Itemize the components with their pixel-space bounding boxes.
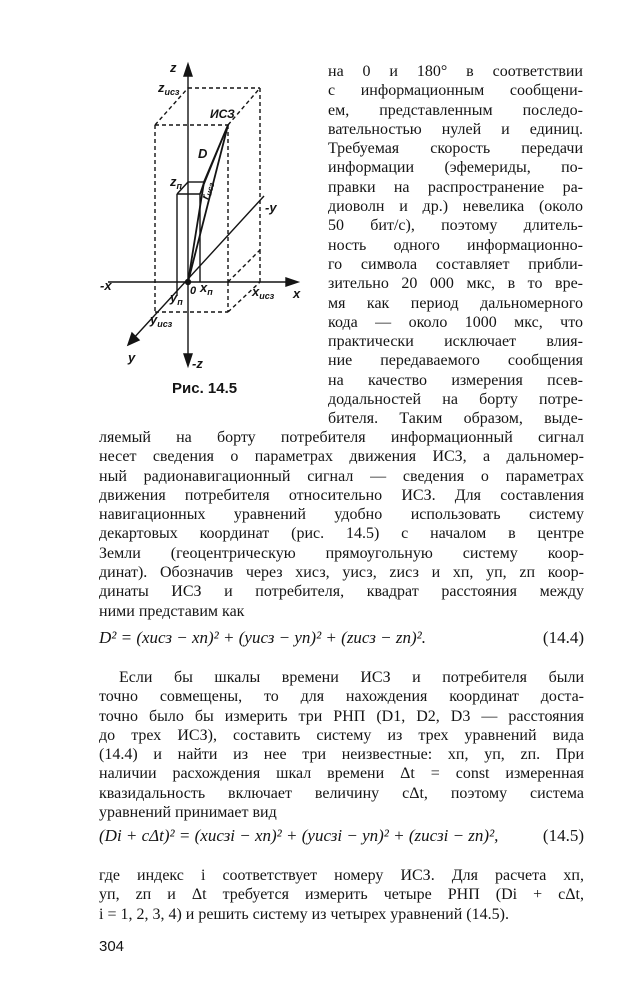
- label-x: x: [293, 286, 301, 301]
- neg-z-arrow: [184, 354, 192, 366]
- paragraph-2: [99, 668, 584, 822]
- text-line: информации (эфемериды, по-: [328, 159, 583, 177]
- text-line: ними представим как: [99, 602, 245, 620]
- text-line: с информационным сообщени-: [328, 82, 583, 100]
- figure-caption: Рис. 14.5: [172, 380, 238, 397]
- equation-expression: D² = (xисз − xп)² + (yисз − yп)² + (zисз − zп)².: [99, 628, 426, 647]
- equation-number: (14.4): [542, 628, 584, 647]
- text-line: движения потребителя относительно ИСЗ. Для составления: [99, 486, 584, 504]
- paragraph-1: [99, 428, 584, 621]
- text-line: динат). Обозначив через xисз, yисз, zисз и xп, yп, zп коор-: [99, 564, 584, 582]
- text-line: Земли (геоцентрическую прямоугольную систему коор-: [99, 544, 584, 562]
- text-line: ность одного информационно-: [328, 236, 583, 254]
- equation-14-5: [99, 826, 584, 852]
- figure-14-5: [88, 50, 320, 420]
- text-line: додальностей на борту потре-: [328, 391, 583, 409]
- text-line: i = 1, 2, 3, 4) и решить систему из четырех уравнений (14.5).: [99, 905, 509, 923]
- text-line: практически исключает влия-: [328, 333, 583, 351]
- text-line: ние передаваемого сообщения: [328, 352, 583, 370]
- label-neg-z: -z: [192, 356, 203, 371]
- label-neg-y: -y: [265, 200, 277, 215]
- text-line: точно было бы измерить три РНП (D1, D2, D3 — расстояния: [99, 707, 584, 725]
- text-line: 50 бит/с), поэтому длитель-: [328, 217, 583, 235]
- label-neg-x: -x: [100, 278, 112, 293]
- text-line: вательностью нулей и единиц.: [328, 120, 583, 138]
- text-line: Если бы шкалы времени ИСЗ и потребителя были: [119, 669, 584, 686]
- text-line: ный радионавигационный сигнал — сведения о параметрах: [99, 467, 584, 485]
- label-origin: 0: [190, 285, 197, 297]
- label-x-user: $x_п$: [200, 280, 213, 297]
- text-line: декартовых координат (рис. 14.5) с началом в центре: [99, 525, 584, 543]
- origin-point: [186, 280, 191, 285]
- text-line: правки на распространение ра-: [328, 178, 583, 196]
- text-line: ем, представленным последо-: [328, 101, 583, 119]
- label-y-user: $y_п$: [170, 290, 183, 307]
- text-line: yп, zп и Δt требуется измерить четыре РНП (Di + cΔt,: [99, 886, 584, 904]
- text-line: зительно 20 000 мкс, в то вре-: [328, 275, 583, 293]
- text-line: на качество измерения псев-: [328, 371, 583, 389]
- label-sat: ИСЗ: [210, 107, 235, 121]
- equation-expression: (Di + cΔt)² = (xисзi − xп)² + (yисзi − yп)² + (zисзi − zп)²,: [99, 826, 499, 845]
- label-r-sat: rисз: [199, 181, 217, 201]
- text-line: го символа составляет прибли-: [328, 255, 583, 273]
- label-D: D: [198, 146, 208, 161]
- z-arrow: [184, 64, 192, 76]
- label-y-sat: $y_{исз}$: [150, 312, 173, 329]
- text-line: на 0 и 180° в соответствии: [328, 63, 583, 80]
- equation-14-4: [99, 628, 584, 654]
- text-line: уравнений принимает вид: [99, 804, 277, 822]
- text-line: квазидальность включает величину cΔt, поэтому система: [99, 784, 584, 802]
- label-z-user: $z_п$: [170, 174, 182, 191]
- user-box: [177, 182, 204, 296]
- label-y: y: [128, 350, 136, 365]
- text-line: бителя. Таким образом, выде-: [328, 410, 583, 428]
- text-line: наличии расхождения шкал времени Δt = const измеренная: [99, 765, 584, 783]
- label-z-sat: $z_{исз}$: [158, 80, 180, 97]
- text-line: динаты ИСЗ и потребителя, квадрат расстояния между: [99, 583, 584, 601]
- satellite-vector: [188, 125, 228, 282]
- text-line: диоволн и др.) невелика (около: [328, 198, 583, 216]
- text-line: точно совмещены, то для нахождения координат доста-: [99, 688, 584, 706]
- label-x-sat: $x_{исз}$: [252, 284, 275, 301]
- text-line: навигационных уравнений удобно использовать систему: [99, 506, 584, 524]
- text-line: Требуемая скорость передачи: [328, 140, 583, 158]
- equation-number: (14.5): [542, 826, 584, 845]
- page-number: 304: [99, 938, 125, 955]
- text-line: кода — около 1000 мкс, что: [328, 313, 583, 331]
- x-arrow: [286, 278, 298, 286]
- text-line: несет сведения о параметрах движения ИСЗ, а дальномер-: [99, 448, 584, 466]
- text-line: где индекс i соответствует номеру ИСЗ. Для расчета xп,: [99, 867, 584, 884]
- label-z: z: [170, 60, 177, 75]
- coordinate-diagram: [88, 50, 320, 420]
- text-line: (14.4) и найти из нее три неизвестные: xп, yп, zп. При: [99, 746, 584, 764]
- side-column-text: [328, 62, 583, 429]
- text-line: до трех ИСЗ), составить систему из трех уравнений вида: [99, 726, 584, 744]
- text-line: мя как период дальномерного: [328, 294, 583, 312]
- text-line: ляемый на борту потребителя информационный сигнал: [99, 429, 584, 446]
- paragraph-3: [99, 866, 584, 924]
